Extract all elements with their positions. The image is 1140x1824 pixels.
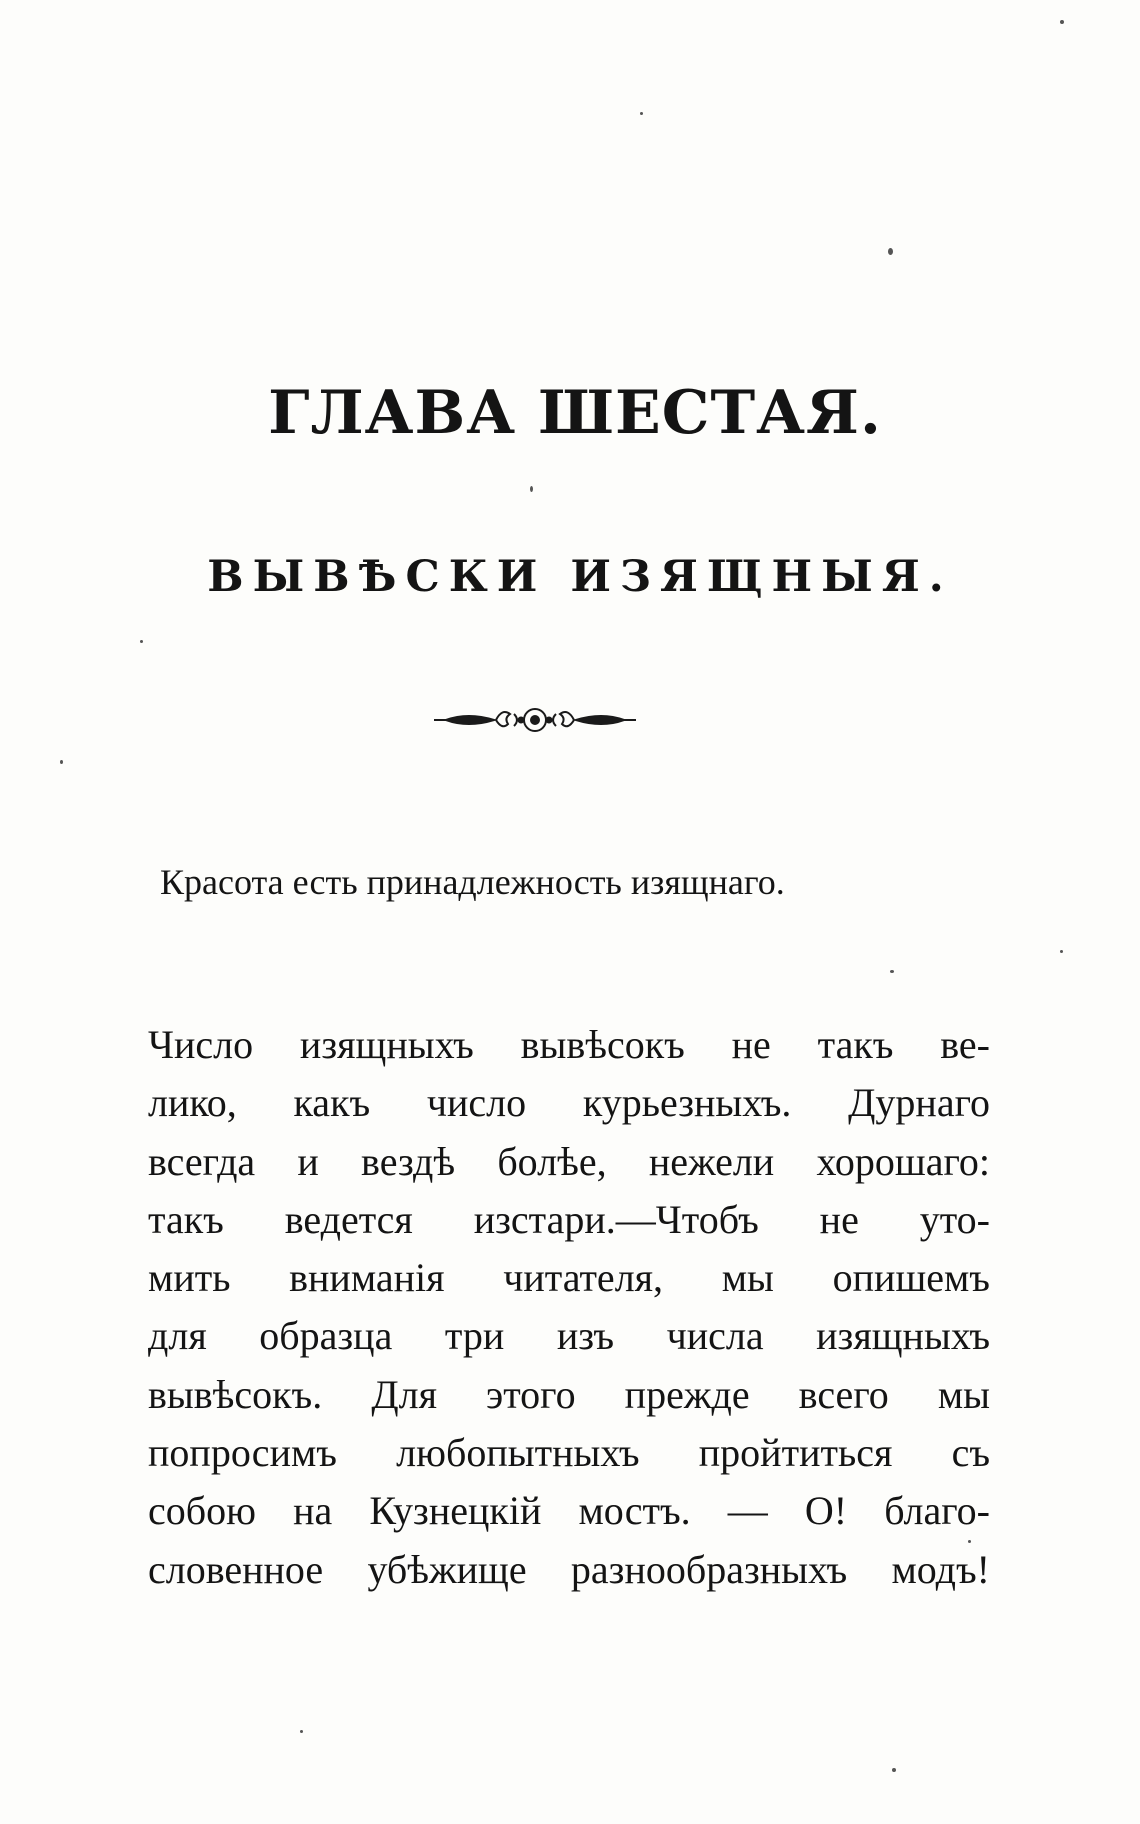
body-line: собою на Кузнецкій мостъ. — О! благо-: [148, 1488, 990, 1534]
body-line: попросимъ любопытныхъ пройтиться съ: [148, 1430, 990, 1476]
body-line: Число изящныхъ вывѣсокъ не такъ ве-: [148, 1022, 990, 1067]
floral-divider-icon: [432, 700, 638, 740]
paper-speck: [1060, 20, 1064, 24]
body-line: словенное убѣжище разнообразныхъ модъ!: [148, 1546, 990, 1592]
chapter-subtitle: ВЫВѢСКИ ИЗЯЩНЫЯ.: [207, 552, 953, 602]
epigraph: Красота есть принадлежность изящнаго.: [160, 862, 785, 902]
body-paragraph: [148, 1016, 990, 1599]
paper-speck: [140, 640, 143, 643]
body-line: вывѣсокъ. Для этого прежде всего мы: [148, 1371, 990, 1417]
paper-speck: [968, 1540, 971, 1543]
paper-speck: [890, 970, 894, 973]
paper-speck: [300, 1730, 303, 1733]
paper-speck: [60, 760, 63, 764]
paper-speck: [892, 1768, 896, 1772]
body-line: мить вниманія читателя, мы опишемъ: [148, 1255, 990, 1301]
body-line: для образца три изъ числа изящныхъ: [148, 1313, 990, 1359]
body-line: лико, какъ число курьезныхъ. Дурнаго: [148, 1080, 990, 1126]
body-line: всегда и вездѣ болѣе, нежели хорошаго:: [148, 1138, 990, 1184]
paper-speck: [888, 248, 893, 255]
chapter-title: ГЛАВА ШЕСТАЯ.: [268, 378, 882, 448]
paper-speck: [640, 112, 643, 115]
body-line: такъ ведется изстари.—Чтобъ не уто-: [148, 1196, 990, 1242]
paper-speck: [530, 486, 533, 492]
paper-speck: [1060, 950, 1063, 953]
